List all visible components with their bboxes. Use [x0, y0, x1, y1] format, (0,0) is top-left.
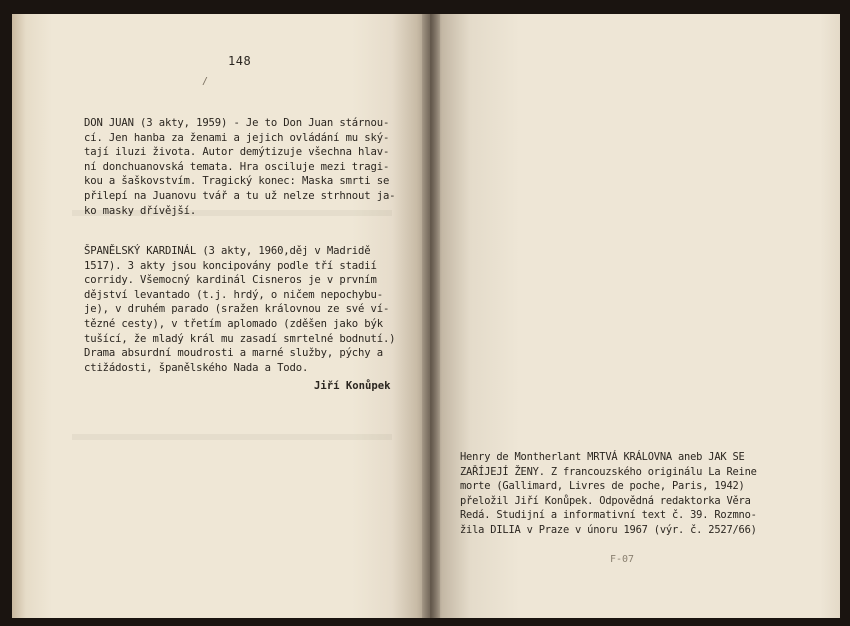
author-signature: Jiří Konůpek: [314, 380, 391, 392]
left-page: [12, 14, 430, 618]
paragraph-spanelsky-kardinal: ŠPANĚLSKÝ KARDINÁL (3 akty, 1960,děj v Madridě 1517). 3 akty jsou koncipovány podle tří stadií corridy. Všemocný kardinál Cisneros je v prvním dějství levantado (t.j. hrdý, o ničem nepochybu- je), v druhém parado (sražen královnou ze své ví- tězné cesty), v třetím aplomado (zděšen jako býk tušící, že mladý král mu zasadí smrtelné bodnutí.) Drama absurdní moudrosti a marné služby, pýchy a ctižádosti, španělského Nada a Todo.: [84, 245, 396, 374]
right-page: [430, 14, 840, 618]
page-number: 148: [228, 54, 252, 68]
book-spine: [422, 14, 440, 618]
pencil-mark: /: [202, 76, 209, 87]
open-book: [12, 14, 838, 618]
imprint-text: Henry de Montherlant MRTVÁ KRÁLOVNA aneb JAK SE ZAŘÍJEJÍ ŽENY. Z francouzského originálu La Reine morte (Gallimard, Livres de poche, Paris, 1942) přeložil Jiří Konůpek. Odpovědná redaktorka Věra Redá. Studijní a informativní text č. 39. Rozmno- žila DILIA v Praze v únoru 1967 (výr. č. 2527/66): [460, 451, 757, 536]
stamp-code: F-07: [610, 554, 635, 565]
show-through-line: [72, 434, 392, 440]
paragraph-don-juan: DON JUAN (3 akty, 1959) - Je to Don Juan stárnou- cí. Jen hanba za ženami a jejich ovládání mu ský- tají iluzi života. Autor demýtizuje všechna hlav- ní donchuanovská temata. Hra osciluje mezi tragi- kou a šaškovstvím. Tragický konec: Maska smrti se přilepí na Juanovu tvář a tu už nelze strhnout ja- ko masky dřívější.: [84, 117, 396, 217]
